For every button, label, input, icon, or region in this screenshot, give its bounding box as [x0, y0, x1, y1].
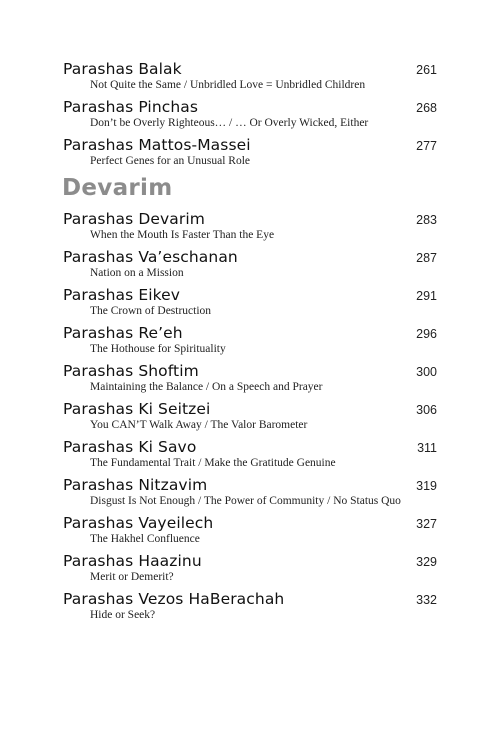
entry-page-number: 327: [416, 517, 437, 531]
entry-title: Parashas Ki Seitzei: [63, 400, 211, 418]
entry-title: Parashas Ki Savo: [63, 438, 197, 456]
entry-page-number: 306: [416, 403, 437, 417]
toc-entry[interactable]: [63, 438, 437, 469]
toc-entry[interactable]: [63, 60, 437, 91]
entry-subtitle: The Hakhel Confluence: [90, 533, 200, 545]
toc-entry[interactable]: [63, 98, 437, 129]
toc-entry[interactable]: [63, 136, 437, 167]
entry-subtitle: The Fundamental Trait / Make the Gratitude Genuine: [90, 457, 336, 469]
entry-page-number: 319: [416, 479, 437, 493]
toc-entry[interactable]: [63, 590, 437, 621]
entry-subtitle: Merit or Demerit?: [90, 571, 174, 583]
entry-title: Parashas Vezos HaBerachah: [63, 590, 285, 608]
entry-title: Parashas Mattos-Massei: [63, 136, 251, 154]
entry-page-number: 268: [416, 101, 437, 115]
entry-subtitle: Hide or Seek?: [90, 609, 156, 621]
entry-page-number: 291: [416, 289, 437, 303]
toc-entry[interactable]: [63, 362, 437, 393]
toc-entry[interactable]: [63, 210, 437, 241]
toc-entry[interactable]: [63, 552, 437, 583]
entry-title: Parashas Haazinu: [63, 552, 202, 570]
entry-page-number: 261: [416, 63, 437, 77]
entry-subtitle: Disgust Is Not Enough / The Power of Community / No Status Quo: [90, 495, 401, 507]
entry-subtitle: The Hothouse for Spirituality: [90, 343, 226, 355]
entry-subtitle: Perfect Genes for an Unusual Role: [90, 155, 250, 167]
entry-title: Parashas Nitzavim: [63, 476, 208, 494]
entry-page-number: 283: [416, 213, 437, 227]
entry-subtitle: Maintaining the Balance / On a Speech and Prayer: [90, 381, 323, 393]
entry-subtitle: You CAN’T Walk Away / The Valor Barometer: [90, 419, 308, 431]
entry-page-number: 332: [416, 593, 437, 607]
entry-subtitle: Nation on a Mission: [90, 267, 184, 279]
entry-title: Parashas Balak: [63, 60, 182, 78]
toc-entry[interactable]: [63, 476, 437, 507]
entry-page-number: 296: [416, 327, 437, 341]
toc-entry[interactable]: [63, 400, 437, 431]
entry-page-number: 311: [417, 441, 437, 455]
entry-subtitle: The Crown of Destruction: [90, 305, 212, 317]
toc-entry[interactable]: [63, 286, 437, 317]
entry-title: Parashas Re’eh: [63, 324, 183, 342]
entry-title: Parashas Shoftim: [63, 362, 199, 380]
entry-title: Parashas Vayeilech: [63, 514, 214, 532]
entry-title: Parashas Pinchas: [63, 98, 199, 116]
toc-entry[interactable]: [63, 514, 437, 545]
entry-subtitle: Don’t be Overly Righteous… / … Or Overly Wicked, Either: [90, 117, 369, 129]
entry-subtitle: When the Mouth Is Faster Than the Eye: [90, 229, 275, 241]
entry-title: Parashas Devarim: [63, 210, 205, 228]
toc-entry[interactable]: [63, 324, 437, 355]
entry-page-number: 300: [416, 365, 437, 379]
entry-title: Parashas Va’eschanan: [63, 248, 238, 266]
entry-page-number: 277: [416, 139, 437, 153]
entry-page-number: 329: [416, 555, 437, 569]
toc-entry[interactable]: [63, 248, 437, 279]
entry-page-number: 287: [416, 251, 437, 265]
entry-subtitle: Not Quite the Same / Unbridled Love = Unbridled Children: [90, 79, 366, 91]
entry-title: Parashas Eikev: [63, 286, 181, 304]
section-heading: Devarim: [62, 175, 173, 201]
